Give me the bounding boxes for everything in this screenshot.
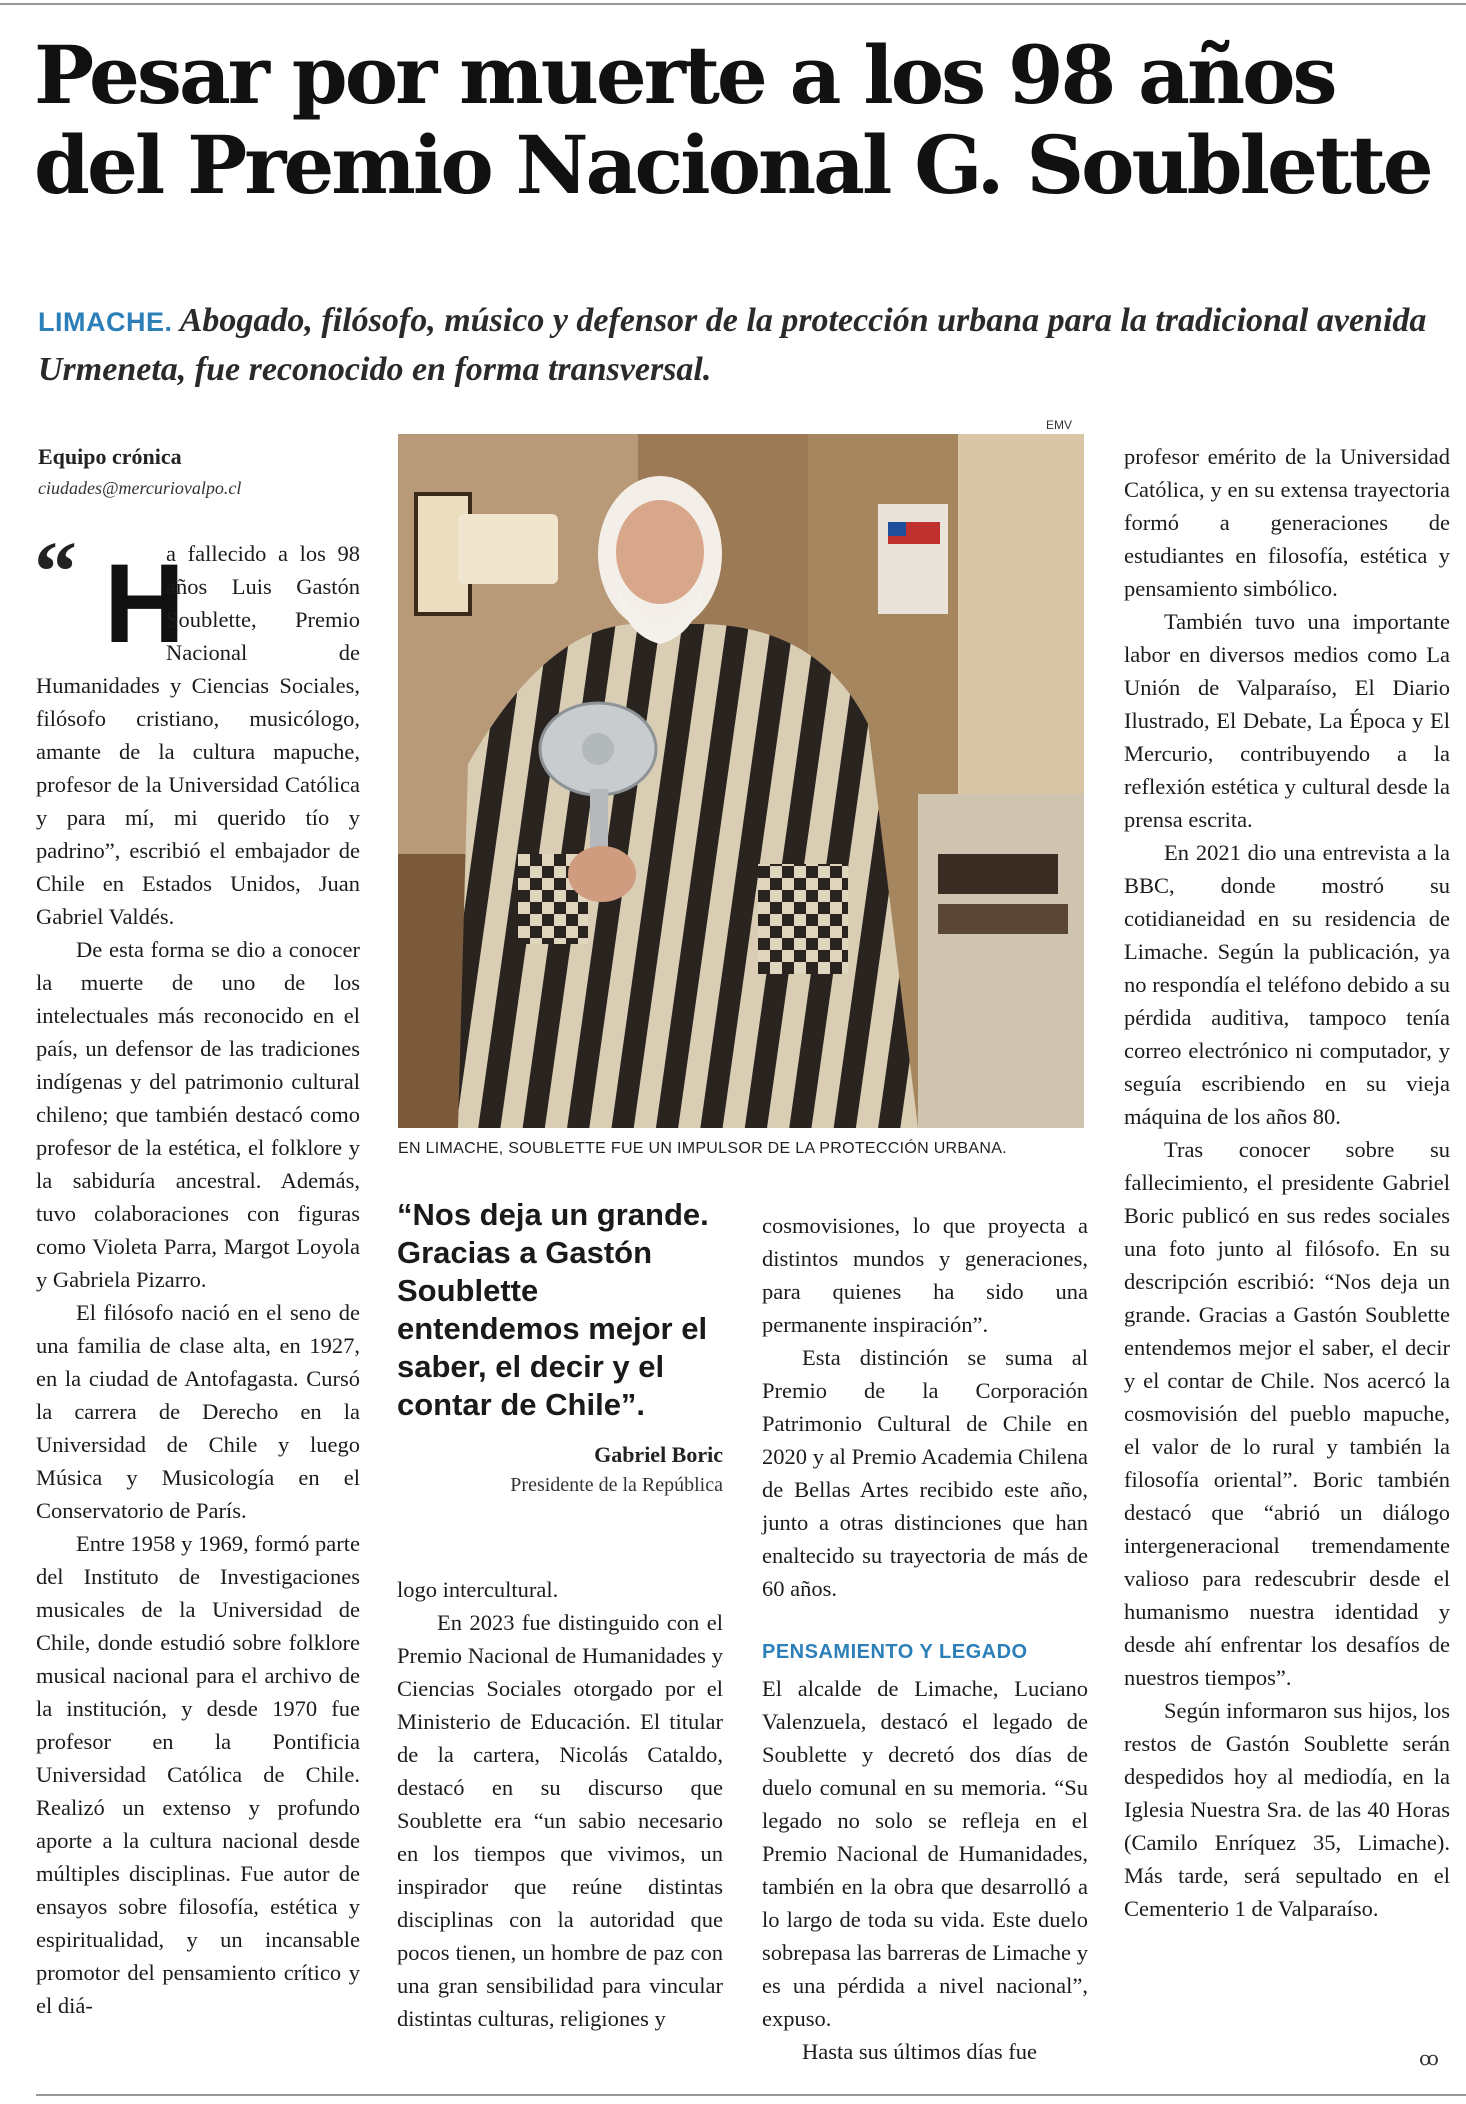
paragraph: Hasta sus últimos días fue bbox=[802, 2039, 1037, 2064]
pull-quote: “Nos deja un grande. Gracias a Gastón Soublette entendemos mejor el saber, el decir y el contar de Chile”. bbox=[397, 1197, 709, 1422]
paragraph-lead-flow: a fallecido a los 98 años Luis Gastón Soublette, Premio Nacional de Humanidades y Ciencias Sociales, filósofo cristiano, musicólogo, amante de la cultura mapuche, profesor de la Universidad Católica y para mí, mi querido tío y padrino”, escribió el embajador de Chile en Estados Unidos, Juan Gabriel Valdés. bbox=[36, 541, 360, 929]
byline-email: ciudades@mercuriovalpo.cl bbox=[38, 478, 242, 498]
photo-caption: EN LIMACHE, SOUBLETTE FUE UN IMPULSOR DE LA PROTECCIÓN URBANA. bbox=[398, 1140, 1007, 1157]
paragraph: El filósofo nació en el seno de una familia de clase alta, en 1927, en la ciudad de Antofagasta. Cursó la carrera de Derecho en la Universidad de Chile y luego Música y Musicología en el Conservatorio de París. bbox=[36, 1300, 360, 1523]
paragraph: profesor emérito de la Universidad Católica, y en su extensa trayectoria formó a generaciones de estudiantes en filosofía, estética y pensamiento simbólico. bbox=[1124, 444, 1450, 601]
dek-text: Abogado, filósofo, músico y defensor de la protección urbana para la tradicional avenida Urmeneta, fue reconocido en forma transversal. bbox=[38, 302, 1427, 388]
pull-quote-role: Presidente de la República bbox=[510, 1474, 723, 1496]
drop-cap: H bbox=[104, 541, 185, 666]
headline bbox=[34, 30, 1454, 210]
column-3-continued bbox=[762, 1672, 1088, 2068]
paragraph: cosmovisiones, lo que proyecta a distintos mundos y generaciones, para quienes ha sido una permanente inspiración”. bbox=[762, 1213, 1088, 1337]
paragraph: Según informaron sus hijos, los restos de Gastón Soublette serán despedidos hoy al mediodía, en la Iglesia Nuestra Sra. de las 40 Horas (Camilo Enríquez 35, Limache). Más tarde, será sepultado en el Cementerio 1 de Valparaíso. bbox=[1124, 1698, 1450, 1921]
paragraph: También tuvo una importante labor en diversos medios como La Unión de Valparaíso, El Diario Ilustrado, El Debate, La Época y El Mercurio, contribuyendo a la reflexión estética y cultural desde la prensa escrita. bbox=[1124, 609, 1450, 832]
portrait-illustration bbox=[398, 434, 1084, 1128]
byline-author: Equipo crónica bbox=[38, 444, 182, 469]
drop-quote-mark: “ bbox=[34, 523, 77, 619]
section-subhead: PENSAMIENTO Y LEGADO bbox=[762, 1641, 1028, 1663]
headline-line-2: del Premio Nacional G. Soublette bbox=[34, 118, 1431, 212]
paragraph: De esta forma se dio a conocer la muerte de uno de los intelectuales más reconocido en el país, un defensor de las tradiciones indígenas y del patrimonio cultural chileno; que también destacó como profesor de la estética, el folklore y la sabiduría ancestral. Además, tuvo colaboraciones con figuras como Violeta Parra, Margot Loyola y Gabriela Pizarro. bbox=[36, 937, 360, 1292]
dek bbox=[38, 297, 1438, 394]
end-mark: ꝏ bbox=[1419, 2048, 1439, 2070]
dek-place: LIMACHE. bbox=[38, 307, 173, 337]
column-1 bbox=[36, 537, 360, 2022]
column-2 bbox=[397, 1573, 723, 2035]
bottom-rule bbox=[36, 2094, 1466, 2096]
paragraph: logo intercultural. bbox=[397, 1577, 559, 1602]
column-4 bbox=[1124, 440, 1450, 1925]
paragraph: Entre 1958 y 1969, formó parte del Instituto de Investigaciones musicales de la Universidad de Chile, donde estudió sobre folklore musical nacional para el archivo de la institución, y desde 1970 fue profesor en la Pontificia Universidad Católica de Chile. Realizó un extenso y profundo aporte a la cultura nacional desde múltiples disciplinas. Fue autor de ensayos sobre filosofía, estética y espiritualidad, y un incansable promotor del pensamiento crítico y el diá- bbox=[36, 1531, 360, 2018]
headline-line-1: Pesar por muerte a los 98 años bbox=[34, 28, 1335, 122]
drop-cap-space bbox=[36, 537, 166, 669]
column-3 bbox=[762, 1209, 1088, 1605]
paragraph: Tras conocer sobre su fallecimiento, el presidente Gabriel Boric publicó en sus redes sociales una foto junto al filósofo. En su descripción escribió: “Nos deja un grande. Gracias a Gastón Soublette entendemos mejor el saber, el decir y el contar de Chile. Nos acercó la cosmovisión del pueblo mapuche, el valor de lo rural y también la filosofía oriental”. Boric también destacó que “abrió un diálogo intergeneracional tremendamente valioso para redescubrir desde el humanismo nuestra identidad y desde ahí enfrentar los desafíos de nuestros tiempos”. bbox=[1124, 1137, 1450, 1690]
article-photo bbox=[398, 434, 1084, 1128]
paragraph: El alcalde de Limache, Luciano Valenzuela, destacó el legado de Soublette y decretó dos días de duelo comunal en su memoria. “Su legado no solo se refleja en el Premio Nacional de Humanidades, también en la obra que desarrolló a lo largo de toda su vida. Este duelo sobrepasa las barreras de Limache y es una pérdida a nivel nacional”, expuso. bbox=[762, 1676, 1088, 2031]
paragraph: Esta distinción se suma al Premio de la Corporación Patrimonio Cultural de Chile en 2020 y al Premio Academia Chilena de Bellas Artes recibido este año, junto a otras distinciones que han enaltecido su trayectoria de más de 60 años. bbox=[762, 1345, 1088, 1601]
top-rule bbox=[0, 3, 1466, 5]
photo-credit: EMV bbox=[1046, 418, 1073, 432]
paragraph: En 2023 fue distinguido con el Premio Nacional de Humanidades y Ciencias Sociales otorgado por el Ministerio de Educación. El titular de la cartera, Nicolás Cataldo, destacó en su discurso que Soublette era “un sabio necesario en los tiempos que vivimos, un inspirador que reúne distintas disciplinas con la autoridad que pocos tienen, un hombre de paz con una gran sensibilidad para vincular distintas culturas, religiones y bbox=[397, 1610, 723, 2031]
pull-quote-author: Gabriel Boric bbox=[594, 1442, 723, 1467]
paragraph: En 2021 dio una entrevista a la BBC, donde mostró su cotidianeidad en su residencia de Limache. Según la publicación, ya no respondía el teléfono debido a su pérdida auditiva, tampoco tenía correo electrónico ni computador, y seguía escribiendo en su vieja máquina de los años 80. bbox=[1124, 840, 1450, 1129]
